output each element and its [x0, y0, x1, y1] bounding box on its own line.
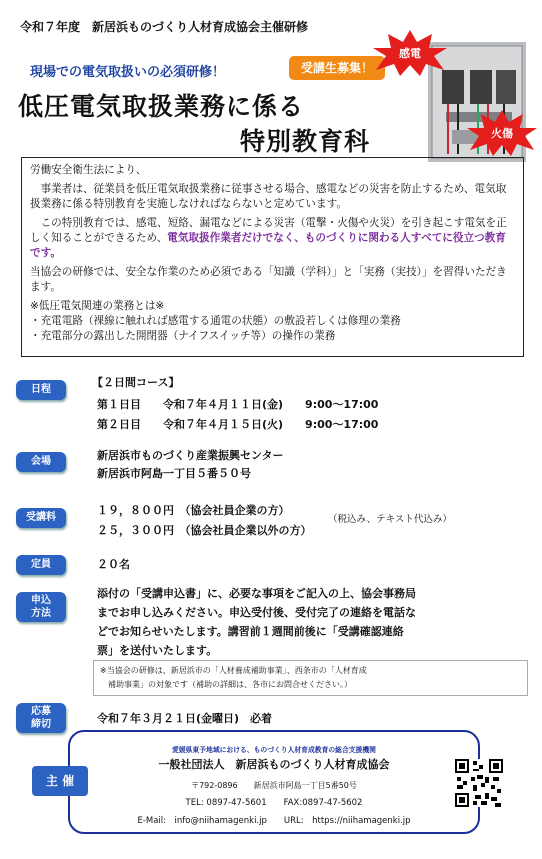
deadline-value: 令和７年３月２１日(金曜日) 必着 [97, 712, 273, 725]
intro-p2 [30, 216, 515, 261]
deadline-label-2: 締切 [31, 719, 51, 730]
shock-burst [372, 30, 448, 80]
intro-box [21, 157, 524, 357]
org-postal: 〒792-0896 新居浜市阿島一丁目5番50号 [191, 781, 357, 790]
related-title: ※低圧電気関連の業務とは※ [30, 300, 165, 312]
subsidy-note [93, 660, 528, 696]
schedule-course: 【２日間コース】 [92, 376, 180, 389]
fee-nonmember: ２５，３００円 （協会社員企業以外の方） [97, 524, 312, 537]
fee-member: １９，８００円 （協会社員企業の方） [97, 504, 290, 517]
related-item-2: ・充電部分の露出した開閉器（ナイフスイッチ等）の操作の業務 [30, 330, 336, 342]
intro-p3: 当協会の研修では、安全な作業のため必須である「知識（学科）」と「実務（実技）」を習得いただきます。 [30, 266, 507, 293]
org-phone: TEL: 0897-47-5601 FAX:0897-47-5602 [185, 798, 363, 808]
title-line-2: 特別教育科 [240, 127, 371, 156]
schedule-day1: 第１日目 令和７年４月１１日(金) 9:00～17:00 [97, 398, 379, 411]
org-web: E-Mail: info@niihamagenki.jp URL: https://niihamagenki.jp [137, 816, 411, 826]
capacity-value: ２０名 [97, 558, 130, 571]
venue-address: 新居浜市阿島一丁目５番５０号 [97, 467, 251, 480]
burst-top-label: 感電 [399, 47, 421, 60]
intro-law: 労働安全衛生法により、 [30, 164, 147, 176]
apply-line-1: 添付の「受講申込書」に、必要な事項をご記入の上、協会事務局 [97, 587, 416, 600]
intro-p1: 事業者は、従業員を低圧電気取扱業務に従事させる場合、感電などの災害を防止するため、電気取扱業務に係る特別教育を実施しなければならないと定めています。 [30, 183, 507, 210]
top-line: 令和７年度 新居浜ものづくり人材育成協会主催研修 [20, 20, 309, 34]
schedule-label: 日程 [16, 380, 66, 400]
intro-p2-emphasis: 電気取扱作業者だけでなく、ものづくりに関わる人すべてに役立つ教育です。 [30, 232, 506, 259]
organizer-label: 主 催 [32, 766, 88, 796]
deadline-label [16, 703, 66, 733]
burn-burst [466, 110, 538, 160]
support-line: 愛媛県東予地域における、ものづくり人材育成教育の総合支援機関 [172, 746, 376, 754]
schedule-day2: 第２日目 令和７年４月１５日(火) 9:00～17:00 [97, 418, 379, 431]
recruit-badge: 受講生募集！ [289, 56, 385, 80]
apply-label [16, 592, 66, 622]
organizer-box [68, 730, 480, 834]
qr-code-icon[interactable] [455, 759, 503, 807]
subsidy-note-2: 補助事業」の対象です（補助の詳細は、各市にお問合せください。） [100, 680, 352, 689]
apply-label-2: 方法 [31, 608, 51, 619]
title-line-1: 低圧電気取扱業務に係る [18, 92, 305, 121]
venue-label: 会場 [16, 452, 66, 472]
venue-name: 新居浜市ものづくり産業振興センター [97, 449, 284, 462]
apply-line-3: どでお知らせいたします。講習前１週間前後に「受講確認連絡 [97, 625, 404, 638]
subsidy-note-1: ※当協会の研修は、新居浜市の「人材養成補助事業」、西条市の「人材育成 [100, 666, 367, 675]
org-name: 一般社団法人 新居浜ものづくり人材育成協会 [158, 758, 390, 771]
apply-label-1: 申込 [31, 595, 51, 606]
capacity-label: 定員 [16, 555, 66, 575]
deadline-label-1: 応募 [31, 706, 51, 717]
related-item-1: ・充電電路（裸線に触れれば感電する通電の状態）の敷設若しくは修理の業務 [30, 315, 401, 327]
fee-label: 受講料 [16, 508, 66, 528]
intro-p2-text: この特別教育では、感電、短絡、漏電などによる災害（電撃・火傷や火災）を引き起こす電気を正しく知ることができるため、 [30, 217, 507, 244]
burst-bottom-label: 火傷 [491, 127, 513, 140]
apply-line-4: 票」を送付いたします。 [97, 644, 218, 657]
apply-line-2: までお申し込みください。申込受付後、受付完了の連絡を電話な [97, 606, 416, 619]
fee-tax-note: （税込み、テキスト代込み） [328, 514, 452, 525]
tagline: 現場での電気取扱いの必須研修！ [30, 65, 226, 80]
